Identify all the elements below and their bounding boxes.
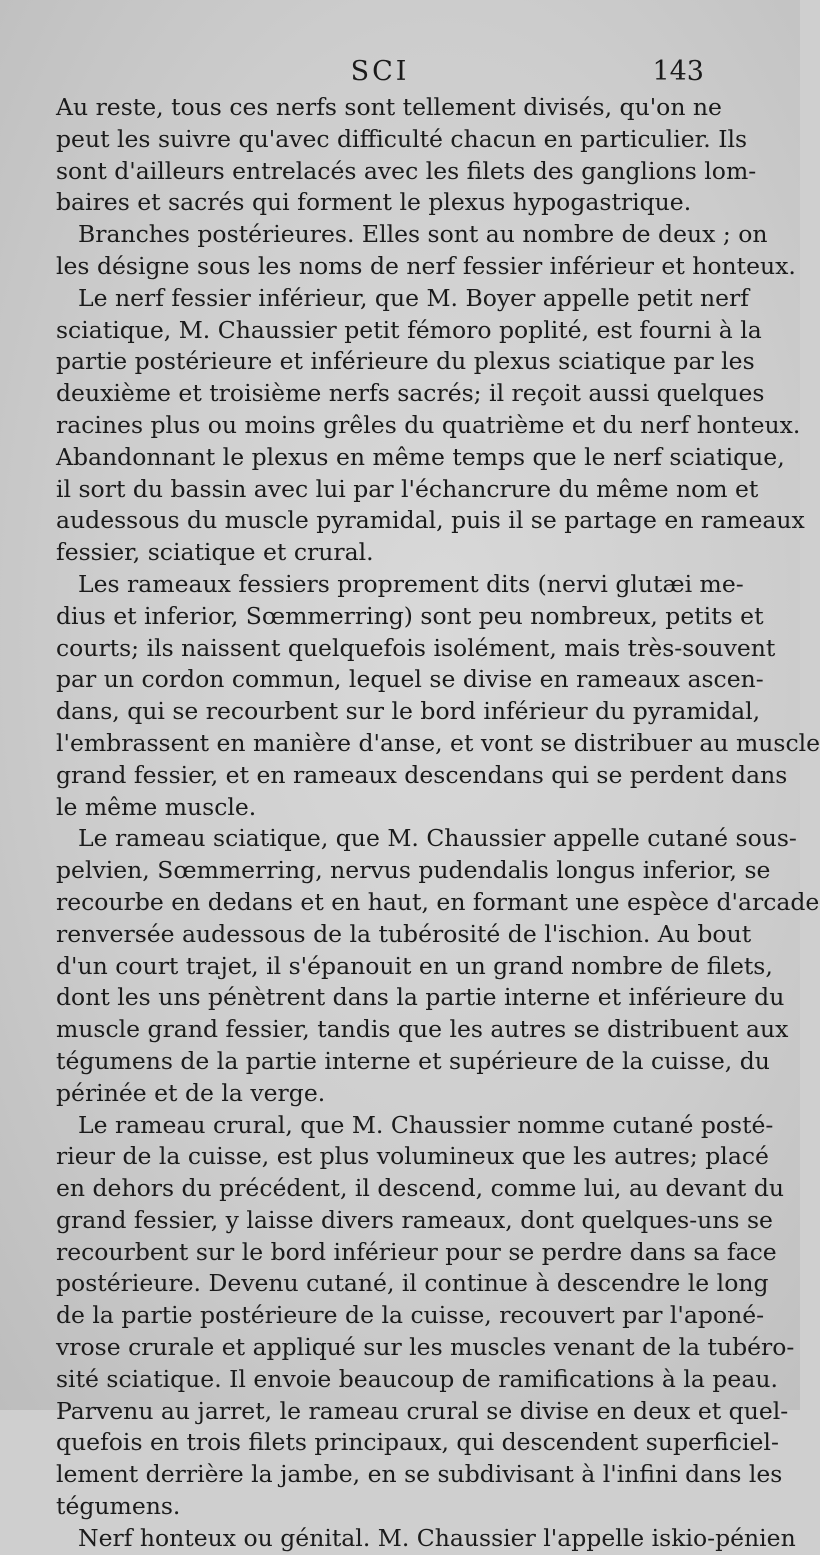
text-line: grand fessier, et en rameaux descendans qui se perdent dans <box>56 760 788 789</box>
text-line: le même muscle. <box>56 792 257 821</box>
text-line: audessous du muscle pyramidal, puis il se partage en rameaux <box>56 506 805 535</box>
text-line: peut les suivre qu'avec difficulté chacun en particulier. Ils <box>56 124 748 153</box>
text-line: Parvenu au jarret, le rameau crural se divise en deux et quel- <box>56 1396 789 1425</box>
text-line: Nerf honteux ou génital. M. Chaussier l'appelle iskio-pénien <box>78 1523 796 1552</box>
text-line: tégumens. <box>56 1492 181 1521</box>
text-line: dius et inferior, Sœmmerring) sont peu nombreux, petits et <box>56 601 764 630</box>
text-line: d'un court trajet, il s'épanouit en un grand nombre de filets, <box>56 951 773 980</box>
text-line: postérieure. Devenu cutané, il continue à descendre le long <box>56 1269 769 1298</box>
text-line: dont les uns pénètrent dans la partie interne et inférieure du <box>56 983 785 1012</box>
body-text <box>56 92 820 1555</box>
text-line: rieur de la cuisse, est plus volumineux que les autres; placé <box>56 1142 769 1171</box>
text-line: muscle grand fessier, tandis que les autres se distribuent aux <box>56 1015 789 1044</box>
running-title: SCI <box>350 56 410 87</box>
text-line: Le nerf fessier inférieur, que M. Boyer appelle petit nerf <box>78 283 749 312</box>
text-line: lement derrière la jambe, en se subdivisant à l'infini dans les <box>56 1460 783 1489</box>
text-line: Les rameaux fessiers proprement dits (nervi glutæi me- <box>78 569 744 598</box>
text-line: Branches postérieures. Elles sont au nombre de deux ; on <box>78 220 768 249</box>
text-line: sont d'ailleurs entrelacés avec les filets des ganglions lom- <box>56 156 757 185</box>
text-line: il sort du bassin avec lui par l'échancrure du même nom et <box>56 474 759 503</box>
text-line: tégumens de la partie interne et supérieure de la cuisse, du <box>56 1046 770 1075</box>
running-head <box>56 56 704 92</box>
text-line: de la partie postérieure de la cuisse, recouvert par l'aponé- <box>56 1301 765 1330</box>
text-line: en dehors du précédent, il descend, comme lui, au devant du <box>56 1174 785 1203</box>
text-line: recourbe en dedans et en haut, en formant une espèce d'arcade <box>56 887 820 916</box>
text-line: par un cordon commun, lequel se divise en rameaux ascen- <box>56 665 764 694</box>
text-line: grand fessier, y laisse divers rameaux, dont quelques-uns se <box>56 1205 773 1234</box>
text-line: Au reste, tous ces nerfs sont tellement divisés, qu'on ne <box>56 93 722 121</box>
text-line: renversée audessous de la tubérosité de l'ischion. Au bout <box>56 919 752 948</box>
text-line: périnée et de la verge. <box>56 1078 326 1107</box>
text-line: Le rameau crural, que M. Chaussier nomme cutané posté- <box>78 1110 774 1139</box>
text-line: racines plus ou moins grêles du quatrième et du nerf honteux. <box>56 410 801 439</box>
text-line: pelvien, Sœmmerring, nervus pudendalis longus inferior, se <box>56 856 771 885</box>
text-line: vrose crurale et appliqué sur les muscles venant de la tubéro- <box>56 1333 795 1362</box>
text-line: dans, qui se recourbent sur le bord inférieur du pyramidal, <box>56 697 761 726</box>
text-line: sciatique, M. Chaussier petit fémoro poplité, est fourni à la <box>56 315 762 344</box>
page-number: 143 <box>652 56 704 87</box>
text-line: l'embrassent en manière d'anse, et vont se distribuer au muscle <box>56 728 820 757</box>
text-line: fessier, sciatique et crural. <box>56 538 374 567</box>
text-line: courts; ils naissent quelquefois isolément, mais très-souvent <box>56 633 776 662</box>
text-line: Le rameau sciatique, que M. Chaussier appelle cutané sous- <box>78 824 797 853</box>
text-line: baires et sacrés qui forment le plexus hypogastrique. <box>56 188 692 217</box>
text-line: partie postérieure et inférieure du plexus sciatique par les <box>56 347 755 376</box>
text-line: Abandonnant le plexus en même temps que le nerf sciatique, <box>56 442 785 471</box>
text-line: deuxième et troisième nerfs sacrés; il reçoit aussi quelques <box>56 379 765 408</box>
text-line: quefois en trois filets principaux, qui descendent superficiel- <box>56 1428 779 1457</box>
text-line: les désigne sous les noms de nerf fessier inférieur et honteux. <box>56 251 796 280</box>
text-line: recourbent sur le bord inférieur pour se perdre dans sa face <box>56 1237 777 1266</box>
text-line: sité sciatique. Il envoie beaucoup de ramifications à la peau. <box>56 1364 778 1393</box>
